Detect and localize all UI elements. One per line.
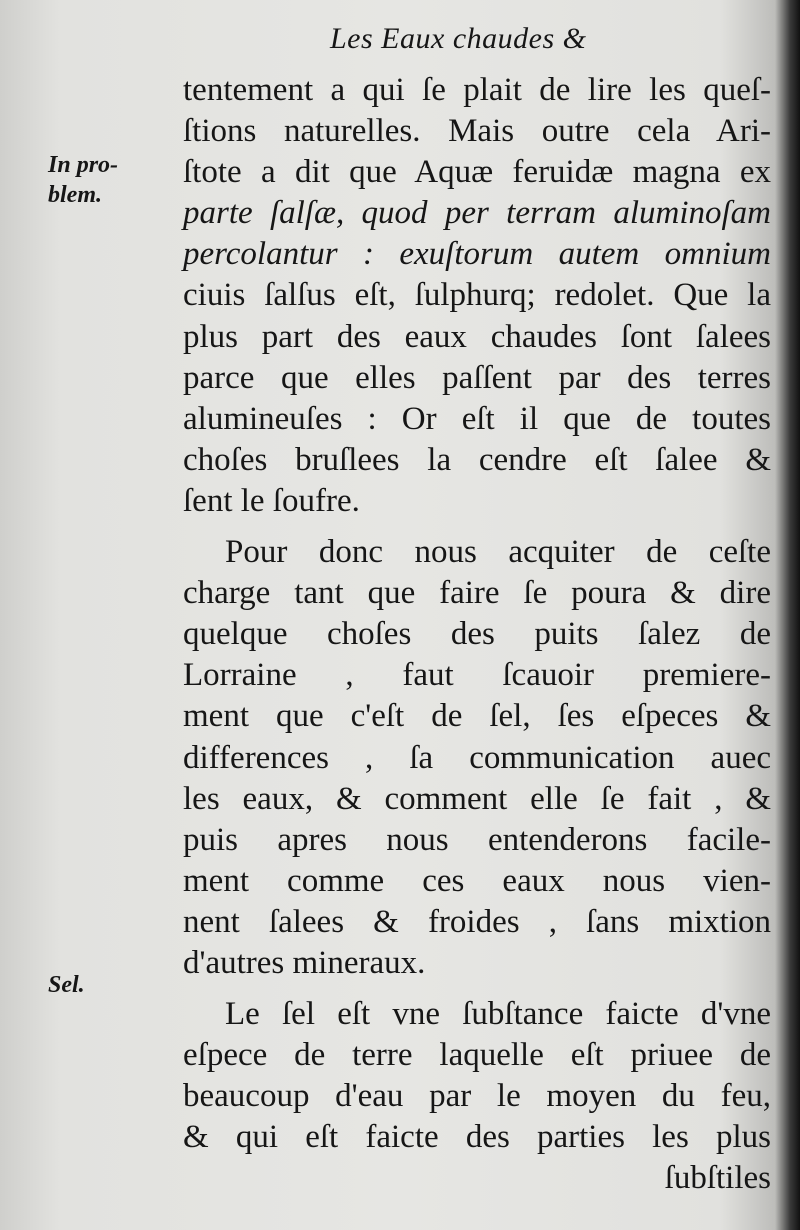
text-line: ſtote a dit que Aquæ feruidæ magna ex	[183, 154, 771, 191]
text-line: parce que elles paſſent par des terres	[183, 359, 771, 396]
margin-note-line: blem.	[48, 182, 102, 208]
text-line: tentement a qui ſe plait de lire les queſ-	[183, 72, 771, 108]
text-line: Pour donc nous acquiter de ceſte	[225, 534, 771, 571]
text-line: parte ſalſæ, quod per terram aluminoſam	[183, 195, 771, 232]
text-line: ment que c'eſt de ſel, ſes eſpeces &	[183, 698, 771, 735]
text-line: ciuis ſalſus eſt, ſulphurq; redolet. Que la	[183, 277, 771, 314]
text-line: alumineuſes : Or eſt il que de toutes	[183, 400, 771, 437]
text-line: beaucoup d'eau par le moyen du feu,	[183, 1078, 771, 1115]
paragraph-2	[183, 532, 771, 984]
text-line: eſpece de terre laquelle eſt priuee de	[183, 1037, 771, 1074]
margin-note-in-problem	[48, 150, 118, 210]
text-line: les eaux, & comment elle ſe fait , &	[183, 780, 771, 817]
margin-note-line: In pro-	[48, 152, 119, 178]
text-line: ſtions naturelles. Mais outre cela Ari-	[183, 113, 771, 150]
catchword: ſubſtiles	[664, 1160, 771, 1197]
text-line: Lorraine , faut ſcauoir premiere-	[183, 657, 771, 694]
text-line: Le ſel eſt vne ſubſtance faicte d'vne	[225, 996, 771, 1033]
paragraph-3	[183, 994, 771, 1199]
text-line: d'autres mineraux.	[183, 944, 426, 981]
paragraph-1	[183, 70, 771, 522]
text-line: choſes bruſlees la cendre eſt ſalee &	[183, 441, 771, 478]
text-line: charge tant que faire ſe poura & dire	[183, 575, 771, 612]
text-line: plus part des eaux chaudes ſont ſalees	[183, 318, 771, 355]
text-line: differences , ſa communication auec	[183, 739, 771, 776]
text-line: & qui eſt faicte des parties les plus	[183, 1119, 771, 1156]
text-line: quelque choſes des puits ſalez de	[183, 616, 771, 653]
text-line: nent ſalees & froides , ſans mixtion	[183, 903, 771, 940]
text-line: ſent le ſoufre.	[183, 482, 360, 519]
text-line: puis apres nous entenderons facile-	[183, 821, 771, 858]
body-text	[183, 70, 771, 1200]
running-header: Les Eaux chaudes &	[330, 22, 587, 55]
text-line: percolantur : exuſtorum autem omnium	[183, 236, 771, 273]
text-line: ment comme ces eaux nous vien-	[183, 862, 771, 899]
margin-note-sel: Sel.	[48, 972, 85, 998]
